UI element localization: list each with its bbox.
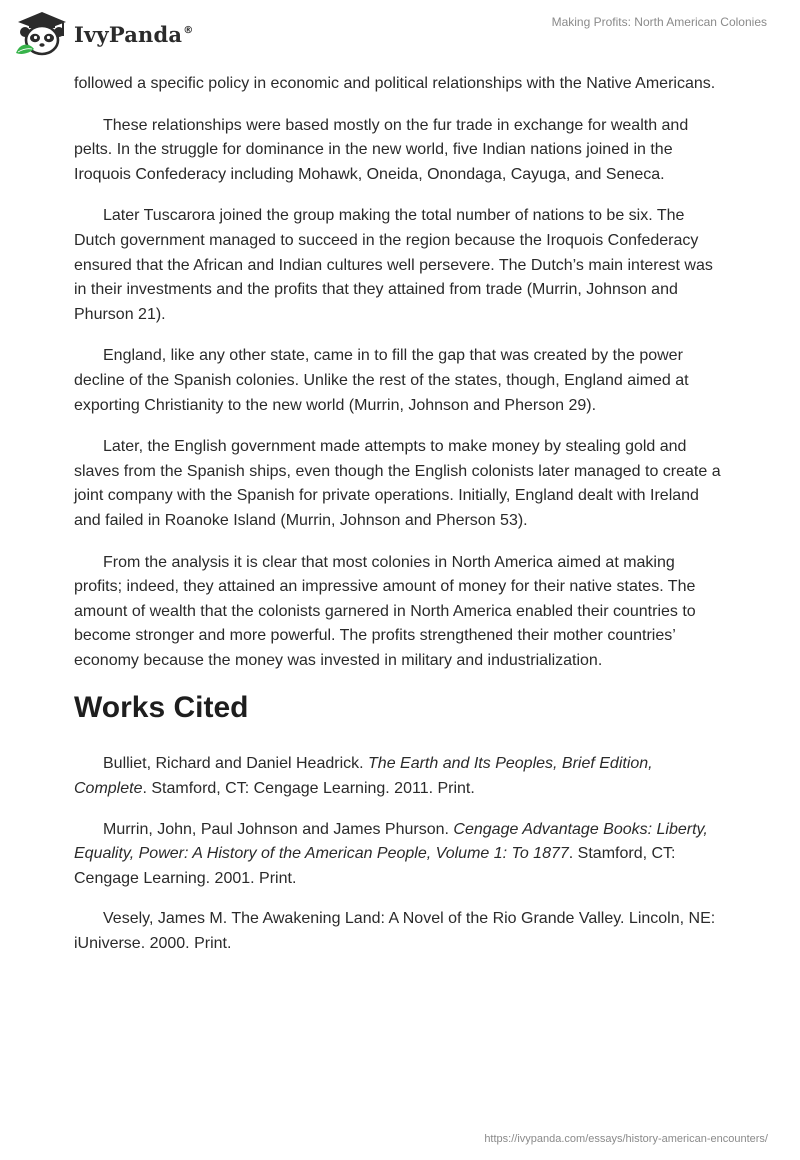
source-url[interactable]: https://ivypanda.com/essays/history-american-encounters/ bbox=[484, 1133, 768, 1145]
citation-title: The Earth and Its Peoples, Brief Edition, Complete bbox=[74, 755, 653, 798]
citation-title: Cengage Advantage Books: Liberty, Equality, Power: A History of the American People, Volume 1: To 1877 bbox=[74, 820, 708, 863]
citation-text: Vesely, James M. The Awakening Land: A Novel of the Rio Grande Valley. Lincoln, NE: iUniverse. 2000. Print. bbox=[74, 910, 716, 953]
registered-mark: ® bbox=[183, 24, 194, 36]
works-cited-heading: Works Cited bbox=[74, 691, 249, 725]
essay-paragraph: followed a specific policy in economic and political relationships with the Native Americans. bbox=[74, 75, 716, 92]
citation-publisher: . Stamford, CT: Cengage Learning. 2011. Print. bbox=[142, 780, 475, 798]
citation-entry bbox=[74, 907, 726, 956]
document-title: Making Profits: North American Colonies bbox=[551, 15, 767, 29]
page-header bbox=[0, 0, 800, 70]
essay-content bbox=[74, 72, 726, 973]
brand-logo[interactable] bbox=[14, 9, 193, 57]
essay-paragraph: These relationships were based mostly on the fur trade in exchange for wealth and pelts. In the struggle for dominance in the new world, five Indian nations joined in the Iroquois Confederacy including Mohawk, Oneida, Onondaga, Cayuga, and Seneca. bbox=[74, 116, 689, 183]
citation-authors: Bulliet, Richard and Daniel Headrick. bbox=[103, 755, 369, 773]
essay-paragraph: Later Tuscarora joined the group making the total number of nations to be six. The Dutch government managed to succeed in the region because the Iroquois Confederacy ensured that the African and Indian cultures well persevere. The Dutch’s main interest was in their investments and the profits that they attained from trade (Murrin, Johnson and Phurson 21). bbox=[74, 207, 713, 323]
citation-entry bbox=[74, 752, 726, 801]
citation-publisher: . Stamford, CT: Cengage Learning. 2001. Print. bbox=[74, 845, 676, 887]
brand-name: IvyPanda® bbox=[74, 21, 194, 47]
citation-authors: Murrin, John, Paul Johnson and James Phurson. bbox=[103, 820, 454, 838]
essay-paragraph: Later, the English government made attempts to make money by stealing gold and slaves from the Spanish ships, even though the English colonists later managed to create a joint company with the Spanish for private operations. Initially, England dealt with Ireland and failed in Roanoke Island (Murrin, Johnson and Pherson 53). bbox=[74, 438, 721, 529]
panda-graduate-icon bbox=[14, 9, 70, 57]
citation-entry bbox=[74, 818, 726, 892]
essay-paragraph: England, like any other state, came in to fill the gap that was created by the power decline of the Spanish colonies. Unlike the rest of the states, though, England aimed at exporting Christianity to the new world (Murrin, Johnson and Pherson 29). bbox=[74, 347, 689, 414]
essay-paragraph: From the analysis it is clear that most colonies in North America aimed at making profits; indeed, they attained an impressive amount of money for their native states. The amount of wealth that the colonists garnered in North America enabled their countries to become stronger and more powerful. The profits strengthened their mother countries’ economy because the money was invested in military and industrialization. bbox=[74, 553, 696, 669]
